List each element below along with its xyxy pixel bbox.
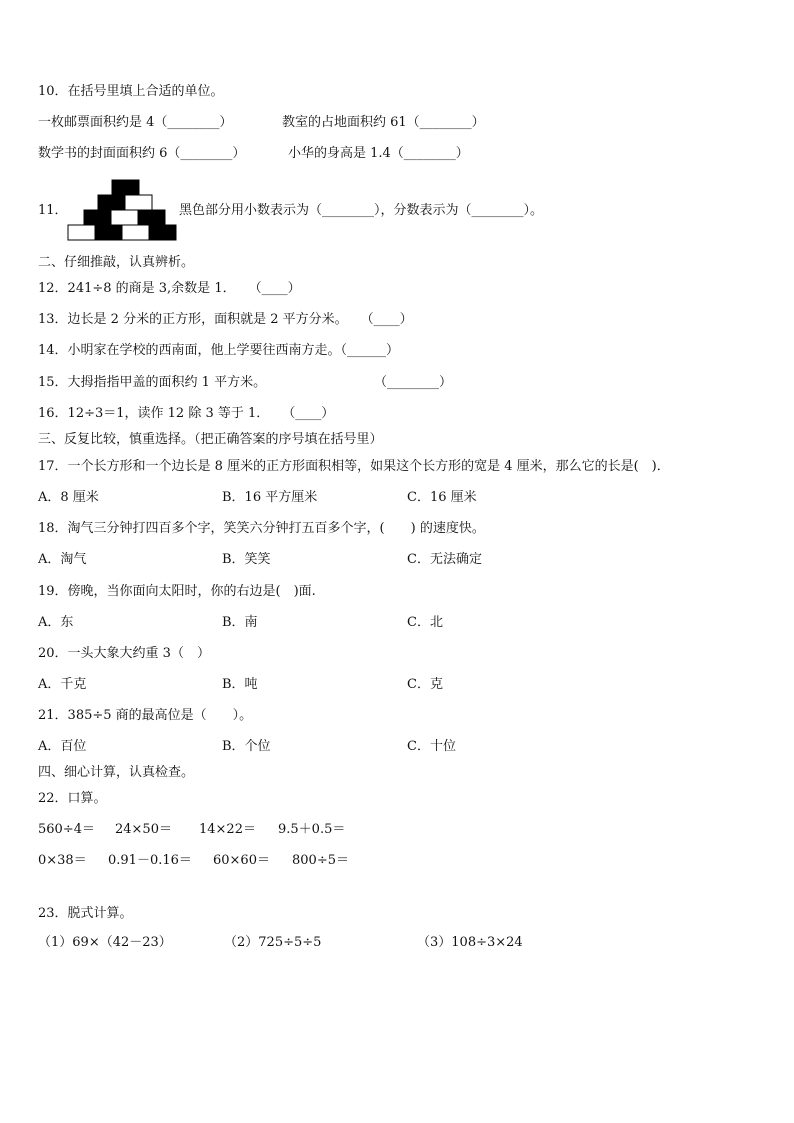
- grid-cell: [111, 210, 138, 225]
- q15-blank: （________）: [374, 375, 453, 390]
- q22-calc: 0×38＝: [38, 853, 87, 868]
- q18-option-a: A．淘气: [38, 552, 87, 567]
- q19-option-b: B．南: [222, 615, 258, 630]
- q23-item-1: （1）69×（42－23）: [38, 935, 172, 950]
- q20-option-a: A．千克: [38, 677, 87, 692]
- grid-cell: [122, 225, 149, 240]
- section-2-heading: 二、仔细推敲，认真辨析。: [38, 255, 195, 270]
- q22-calc: 800÷5＝: [292, 853, 349, 868]
- q21-option-a: A．百位: [38, 739, 87, 754]
- section-3-heading: 三、反复比较，慎重选择。（把正确答案的序号填在括号里）: [38, 432, 383, 447]
- grid-cell: [95, 225, 122, 240]
- q21-option-c: C．十位: [407, 739, 456, 754]
- grid-cell: [149, 225, 176, 240]
- q10-item-stamp: 一枚邮票面积约是 4（________）: [38, 115, 233, 130]
- q10-item-book-cover: 数学书的封面面积约 6（________）: [38, 146, 246, 161]
- q11-text: 黑色部分用小数表示为（________），分数表示为（________）。: [179, 203, 544, 218]
- q13: 13．边长是 2 分米的正方形，面积就是 2 平方分米。 （____）: [38, 312, 413, 327]
- q22-title: 22．口算。: [38, 791, 107, 806]
- q17-option-a: A．8 厘米: [38, 490, 99, 505]
- q15: 15．大拇指指甲盖的面积约 1 平方米。: [38, 375, 267, 390]
- q17-option-c: C．16 厘米: [407, 490, 477, 505]
- q19-option-c: C．北: [407, 615, 443, 630]
- q21-option-b: B．个位: [222, 739, 271, 754]
- q14: 14．小明家在学校的西南面，他上学要往西南方走。（______）: [38, 343, 400, 358]
- q22-calc: 24×50＝: [115, 822, 172, 837]
- q18-option-c: C．无法确定: [407, 552, 482, 567]
- q10-item-height: 小华的身高是 1.4（________）: [288, 146, 469, 161]
- q19-text: 19．傍晚，当你面向太阳时，你的右边是( )面.: [38, 584, 316, 599]
- q18-text: 18．淘气三分钟打四百多个字，笑笑六分钟打五百多个字，( ) 的速度快。: [38, 521, 485, 536]
- q10-item-classroom: 教室的占地面积约 61（________）: [282, 115, 485, 130]
- q22-calc: 14×22＝: [199, 822, 256, 837]
- q22-calc: 9.5＋0.5＝: [278, 822, 346, 837]
- q23-item-3: （3）108÷3×24: [417, 935, 523, 950]
- grid-cell: [98, 195, 125, 210]
- q21-text: 21．385÷5 商的最高位是（ ）。: [38, 708, 253, 723]
- q11-number: 11．: [38, 203, 68, 218]
- q12: 12．241÷8 的商是 3,余数是 1． （____）: [38, 281, 301, 296]
- q18-option-b: B．笑笑: [222, 552, 271, 567]
- q17-option-b: B．16 平方厘米: [222, 490, 318, 505]
- q16: 16．12÷3＝1，读作 12 除 3 等于 1． （____）: [38, 406, 335, 421]
- grid-cell: [84, 210, 111, 225]
- q17-text: 17．一个长方形和一个边长是 8 厘米的正方形面积相等，如果这个长方形的宽是 4 厘米，那么它的长是( )．: [38, 459, 670, 474]
- q22-calc: 60×60＝: [213, 853, 270, 868]
- q22-calc: 0.91－0.16＝: [108, 853, 192, 868]
- pyramid-grid-figure: [67, 179, 177, 242]
- q22-calc: 560÷4＝: [38, 822, 95, 837]
- q10-title: 10．在括号里填上合适的单位。: [38, 84, 224, 99]
- grid-cell: [125, 195, 152, 210]
- q20-option-c: C．克: [407, 677, 443, 692]
- q20-text: 20．一头大象大约重 3（ ）: [38, 646, 210, 661]
- section-4-heading: 四、细心计算，认真检查。: [38, 765, 195, 780]
- q23-title: 23．脱式计算。: [38, 906, 133, 921]
- grid-cell: [112, 180, 139, 195]
- q23-item-2: （2）725÷5÷5: [224, 935, 322, 950]
- grid-cell: [68, 225, 95, 240]
- q19-option-a: A．东: [38, 615, 74, 630]
- grid-cell: [138, 210, 165, 225]
- q20-option-b: B．吨: [222, 677, 258, 692]
